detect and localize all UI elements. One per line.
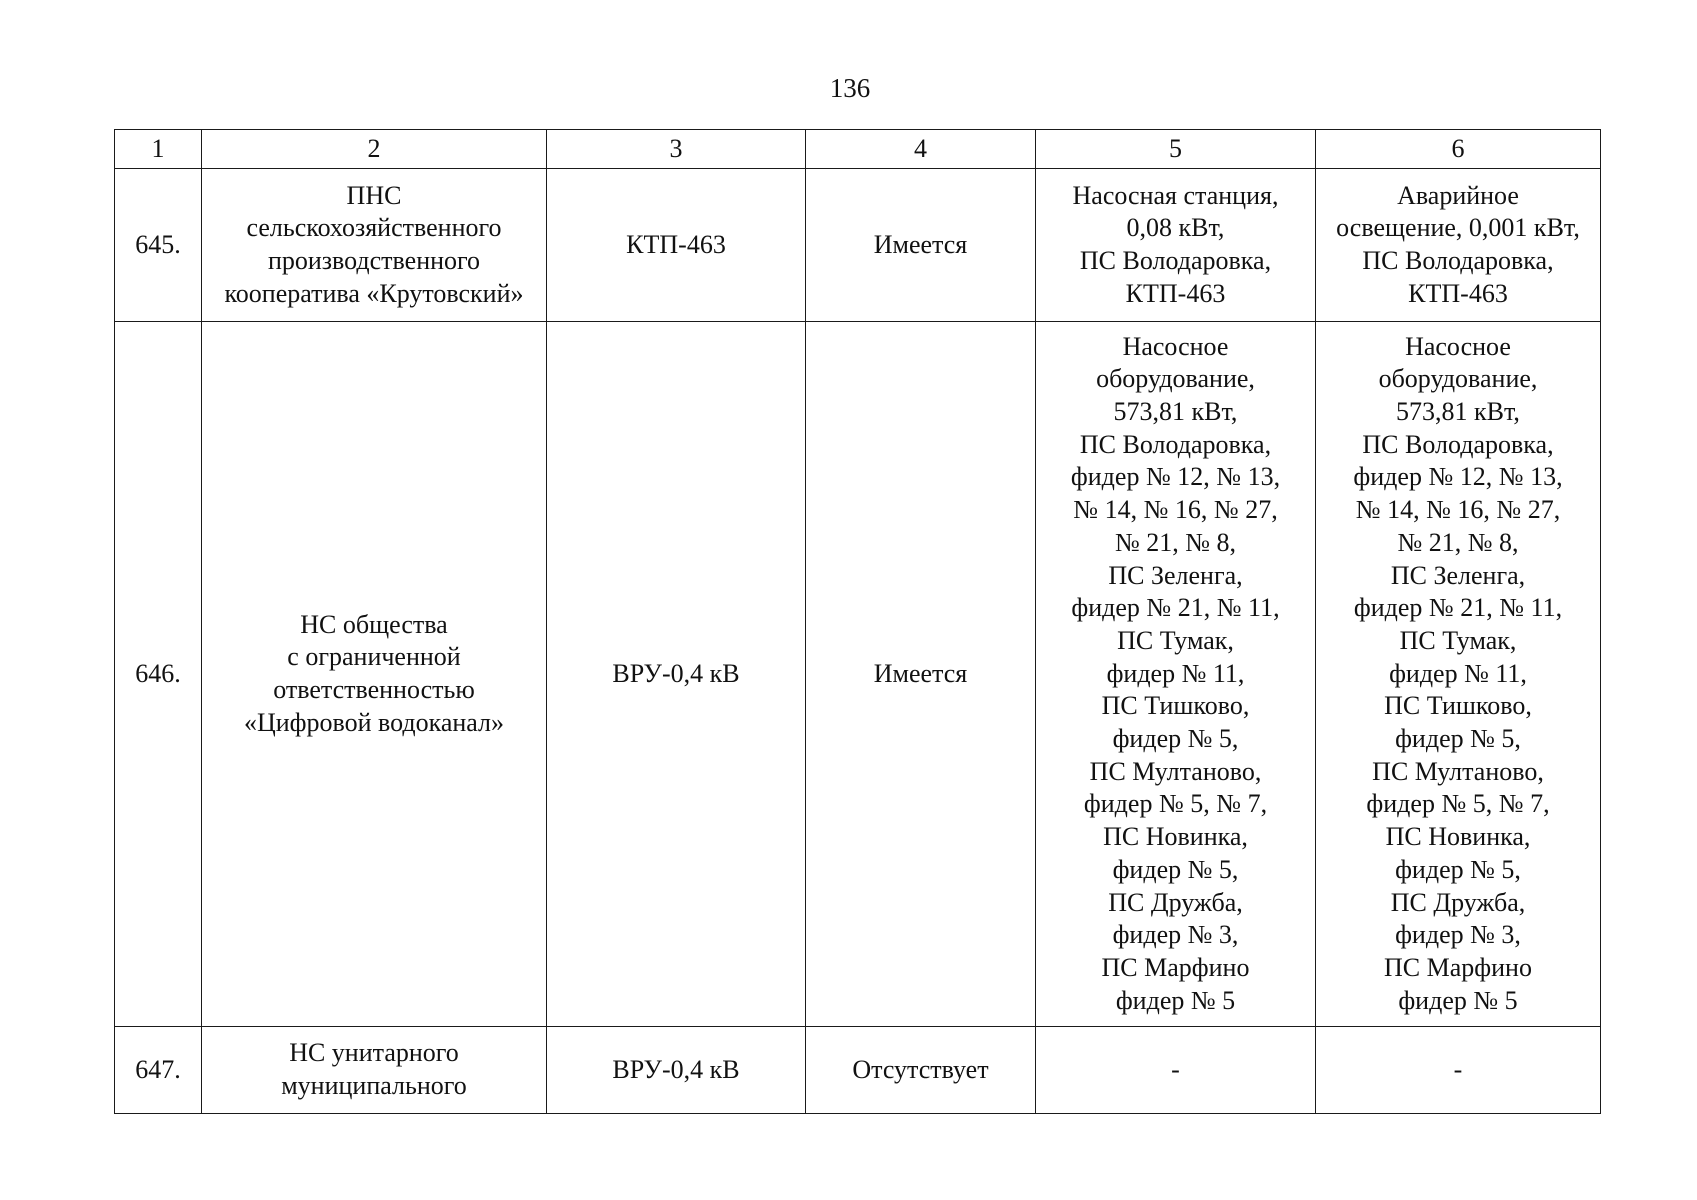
column-header-2: 2 bbox=[202, 130, 547, 169]
column-6-cell: - bbox=[1316, 1027, 1601, 1114]
column-5-cell: Насосная станция, 0,08 кВт, ПС Володаровка, КТП-463 bbox=[1036, 169, 1316, 322]
availability-status: Имеется bbox=[806, 322, 1036, 1027]
object-name: НС общества с ограниченной ответственностью «Цифровой водоканал» bbox=[202, 322, 547, 1027]
page-number: 136 bbox=[829, 73, 871, 103]
availability-status: Имеется bbox=[806, 169, 1036, 322]
column-header-6: 6 bbox=[1316, 130, 1601, 169]
column-header-3: 3 bbox=[547, 130, 806, 169]
row-number: 645. bbox=[115, 169, 202, 322]
column-header-5: 5 bbox=[1036, 130, 1316, 169]
column-5-cell: - bbox=[1036, 1027, 1316, 1114]
power-source: ВРУ-0,4 кВ bbox=[547, 322, 806, 1027]
data-table bbox=[114, 129, 1601, 1114]
object-name: НС унитарного муниципального bbox=[202, 1027, 547, 1114]
table-row bbox=[115, 1027, 1601, 1114]
column-6-cell: Насосное оборудование, 573,81 кВт, ПС Володаровка, фидер № 12, № 13, № 14, № 16, № 27, № 21, № 8, ПС Зеленга, фидер № 21, № 11, ПС Тумак, фидер № 11, ПС Тишково, фидер № 5, ПС Мултаново, фидер № 5, № 7, ПС Новинка, фидер № 5, ПС Дружба, фидер № 3, ПС Марфино фидер № 5 bbox=[1316, 322, 1601, 1027]
column-header-4: 4 bbox=[806, 130, 1036, 169]
row-number: 647. bbox=[115, 1027, 202, 1114]
column-5-cell: Насосное оборудование, 573,81 кВт, ПС Володаровка, фидер № 12, № 13, № 14, № 16, № 27, № 21, № 8, ПС Зеленга, фидер № 21, № 11, ПС Тумак, фидер № 11, ПС Тишково, фидер № 5, ПС Мултаново, фидер № 5, № 7, ПС Новинка, фидер № 5, ПС Дружба, фидер № 3, ПС Марфино фидер № 5 bbox=[1036, 322, 1316, 1027]
header-row bbox=[115, 130, 1601, 169]
row-number: 646. bbox=[115, 322, 202, 1027]
power-source: КТП-463 bbox=[547, 169, 806, 322]
availability-status: Отсутствует bbox=[806, 1027, 1036, 1114]
object-name: ПНС сельскохозяйственного производственного кооператива «Крутовский» bbox=[202, 169, 547, 322]
table-row bbox=[115, 169, 1601, 322]
column-6-cell: Аварийное освещение, 0,001 кВт, ПС Володаровка, КТП-463 bbox=[1316, 169, 1601, 322]
table-row bbox=[115, 322, 1601, 1027]
power-source: ВРУ-0,4 кВ bbox=[547, 1027, 806, 1114]
column-header-1: 1 bbox=[115, 130, 202, 169]
